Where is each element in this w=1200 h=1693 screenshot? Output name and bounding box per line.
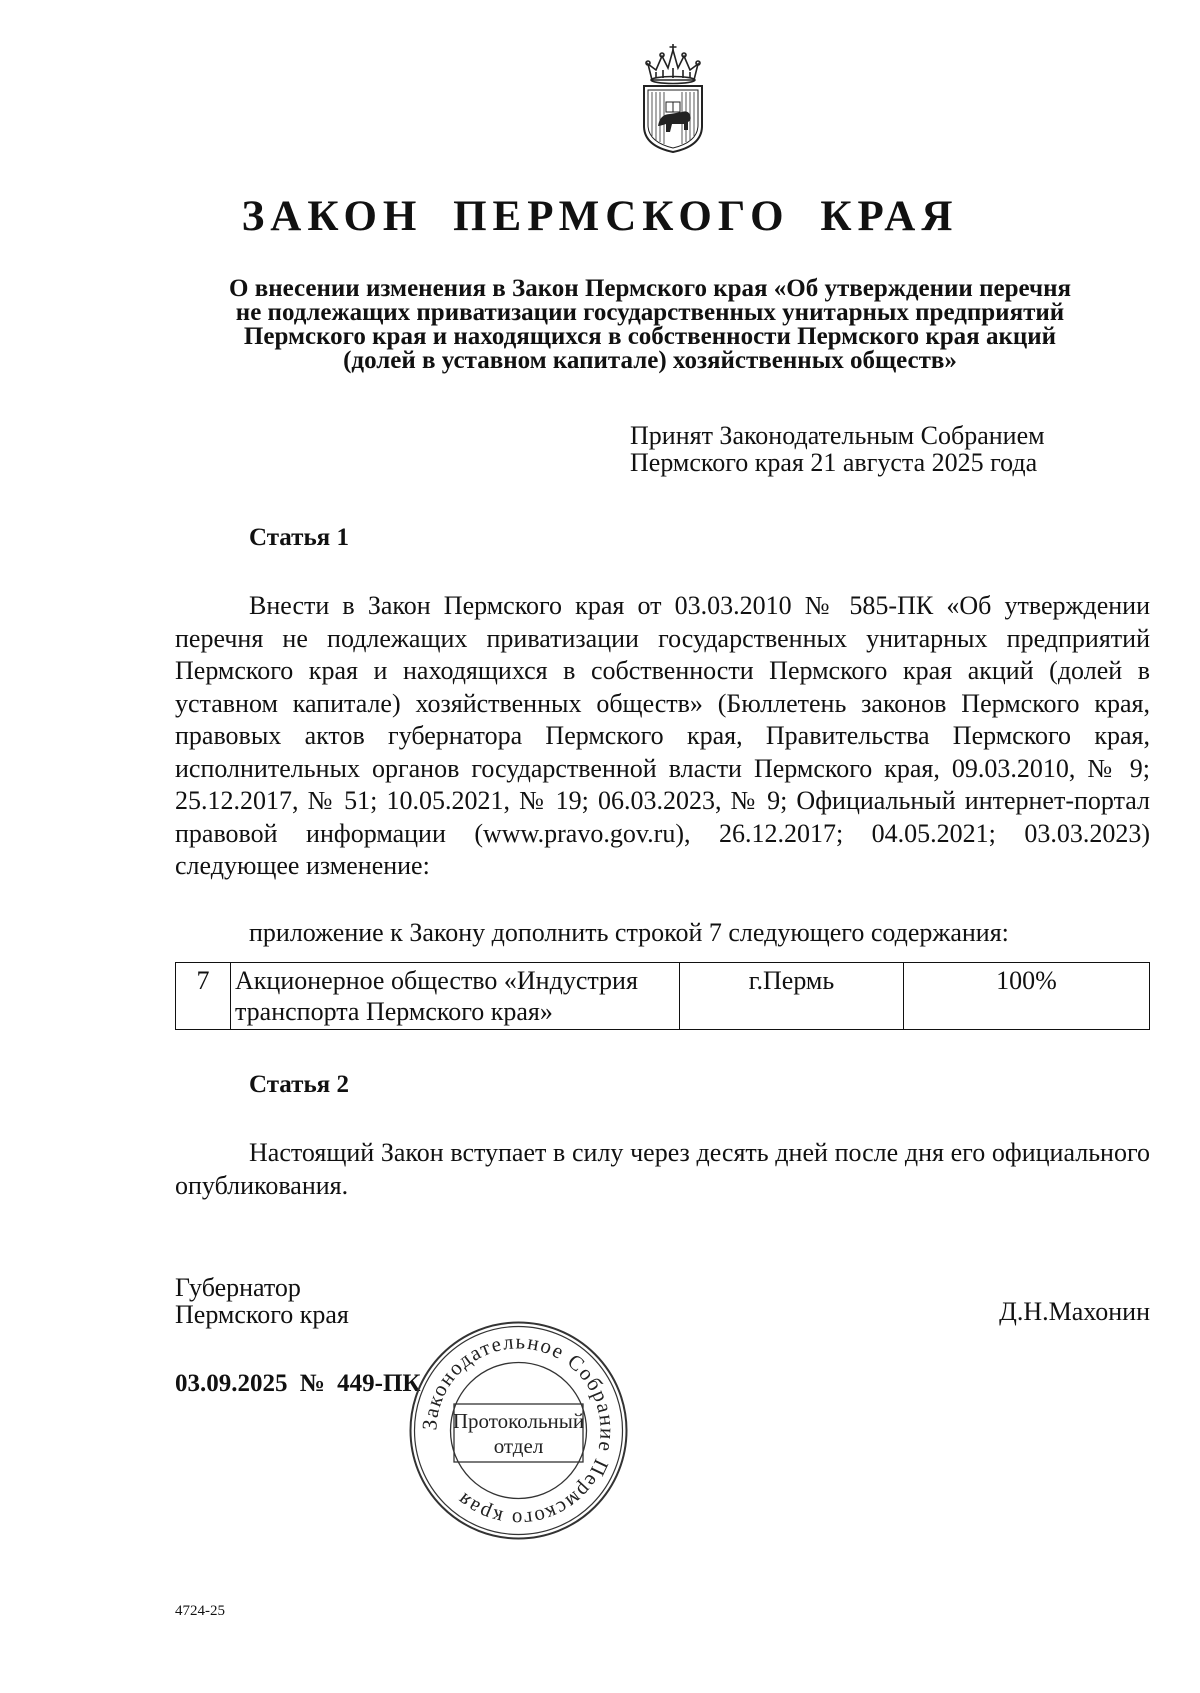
signer-title-line: Губернатор bbox=[175, 1273, 301, 1302]
law-subject-line: (долей в уставном капитале) хозяйственных обществ» bbox=[343, 347, 957, 374]
stamp-center-line: отдел bbox=[493, 1434, 544, 1458]
adoption-note bbox=[630, 422, 1045, 476]
law-date-number: 03.09.2025 № 449-ПК bbox=[175, 1370, 421, 1397]
company-name-cell: Акционерное общество «Индустрия транспорта Пермского края» bbox=[231, 963, 680, 1030]
law-subject bbox=[150, 277, 1150, 373]
share-cell: 100% bbox=[904, 963, 1150, 1030]
city-cell: г.Пермь bbox=[680, 963, 904, 1030]
article-2-paragraph: Настоящий Закон вступает в силу через десять дней после дня его официального опубликования. bbox=[175, 1138, 1150, 1200]
article-1-heading: Статья 1 bbox=[249, 524, 349, 551]
law-subject-line: О внесении изменения в Закон Пермского края «Об утверждении перечня bbox=[229, 275, 1071, 302]
law-subject-line: Пермского края и находящихся в собственности Пермского края акций bbox=[243, 323, 1057, 350]
perm-krai-coat-of-arms-icon bbox=[636, 42, 710, 154]
law-subject-line: не подлежащих приватизации государственных унитарных предприятий bbox=[235, 299, 1065, 326]
signer-title-line: Пермского края bbox=[175, 1300, 349, 1329]
article-1-paragraph: Внести в Закон Пермского края от 03.03.2010 № 585-ПК «Об утверждении перечня не подлежащих приватизации государственных унитарных предприятий Пермского края и находящихся в собственности Пермского края акций (долей в уставном капитале) хозяйственных обществ» (Бюллетень законов Пермского края, правовых актов губернатора Пермского края, Правительства Пермского края, исполнительных органов государственной власти Пермского края, 09.03.2010, № 9; 25.12.2017, № 51; 10.05.2021, № 19; 06.03.2023, № 9; Официальный интернет-портал правовой информации (www.pravo.gov.ru), 26.12.2017; 04.05.2021; 03.03.2023) следующее изменение: bbox=[175, 591, 1150, 880]
stamp-ring-text: Законодательное Собрание Пермского края bbox=[417, 1329, 620, 1532]
adoption-note-line: Принят Законодательным Собранием bbox=[630, 421, 1045, 450]
table-row bbox=[176, 963, 1150, 1030]
law-title: ЗАКОН ПЕРМСКОГО КРАЯ bbox=[241, 193, 959, 240]
amendment-table bbox=[175, 962, 1150, 1030]
row-number-cell: 7 bbox=[176, 963, 231, 1030]
signer-name: Д.Н.Махонин bbox=[999, 1297, 1150, 1326]
stamp-center-line: Протокольный bbox=[452, 1409, 585, 1433]
article-1-amendment: приложение к Закону дополнить строкой 7 следующего содержания: bbox=[249, 918, 1009, 947]
protocol-department-stamp bbox=[406, 1318, 631, 1543]
article-2-heading: Статья 2 bbox=[249, 1071, 349, 1098]
adoption-note-line: Пермского края 21 августа 2025 года bbox=[630, 448, 1038, 477]
signer-title bbox=[175, 1274, 349, 1328]
document-code: 4724-25 bbox=[175, 1603, 225, 1619]
